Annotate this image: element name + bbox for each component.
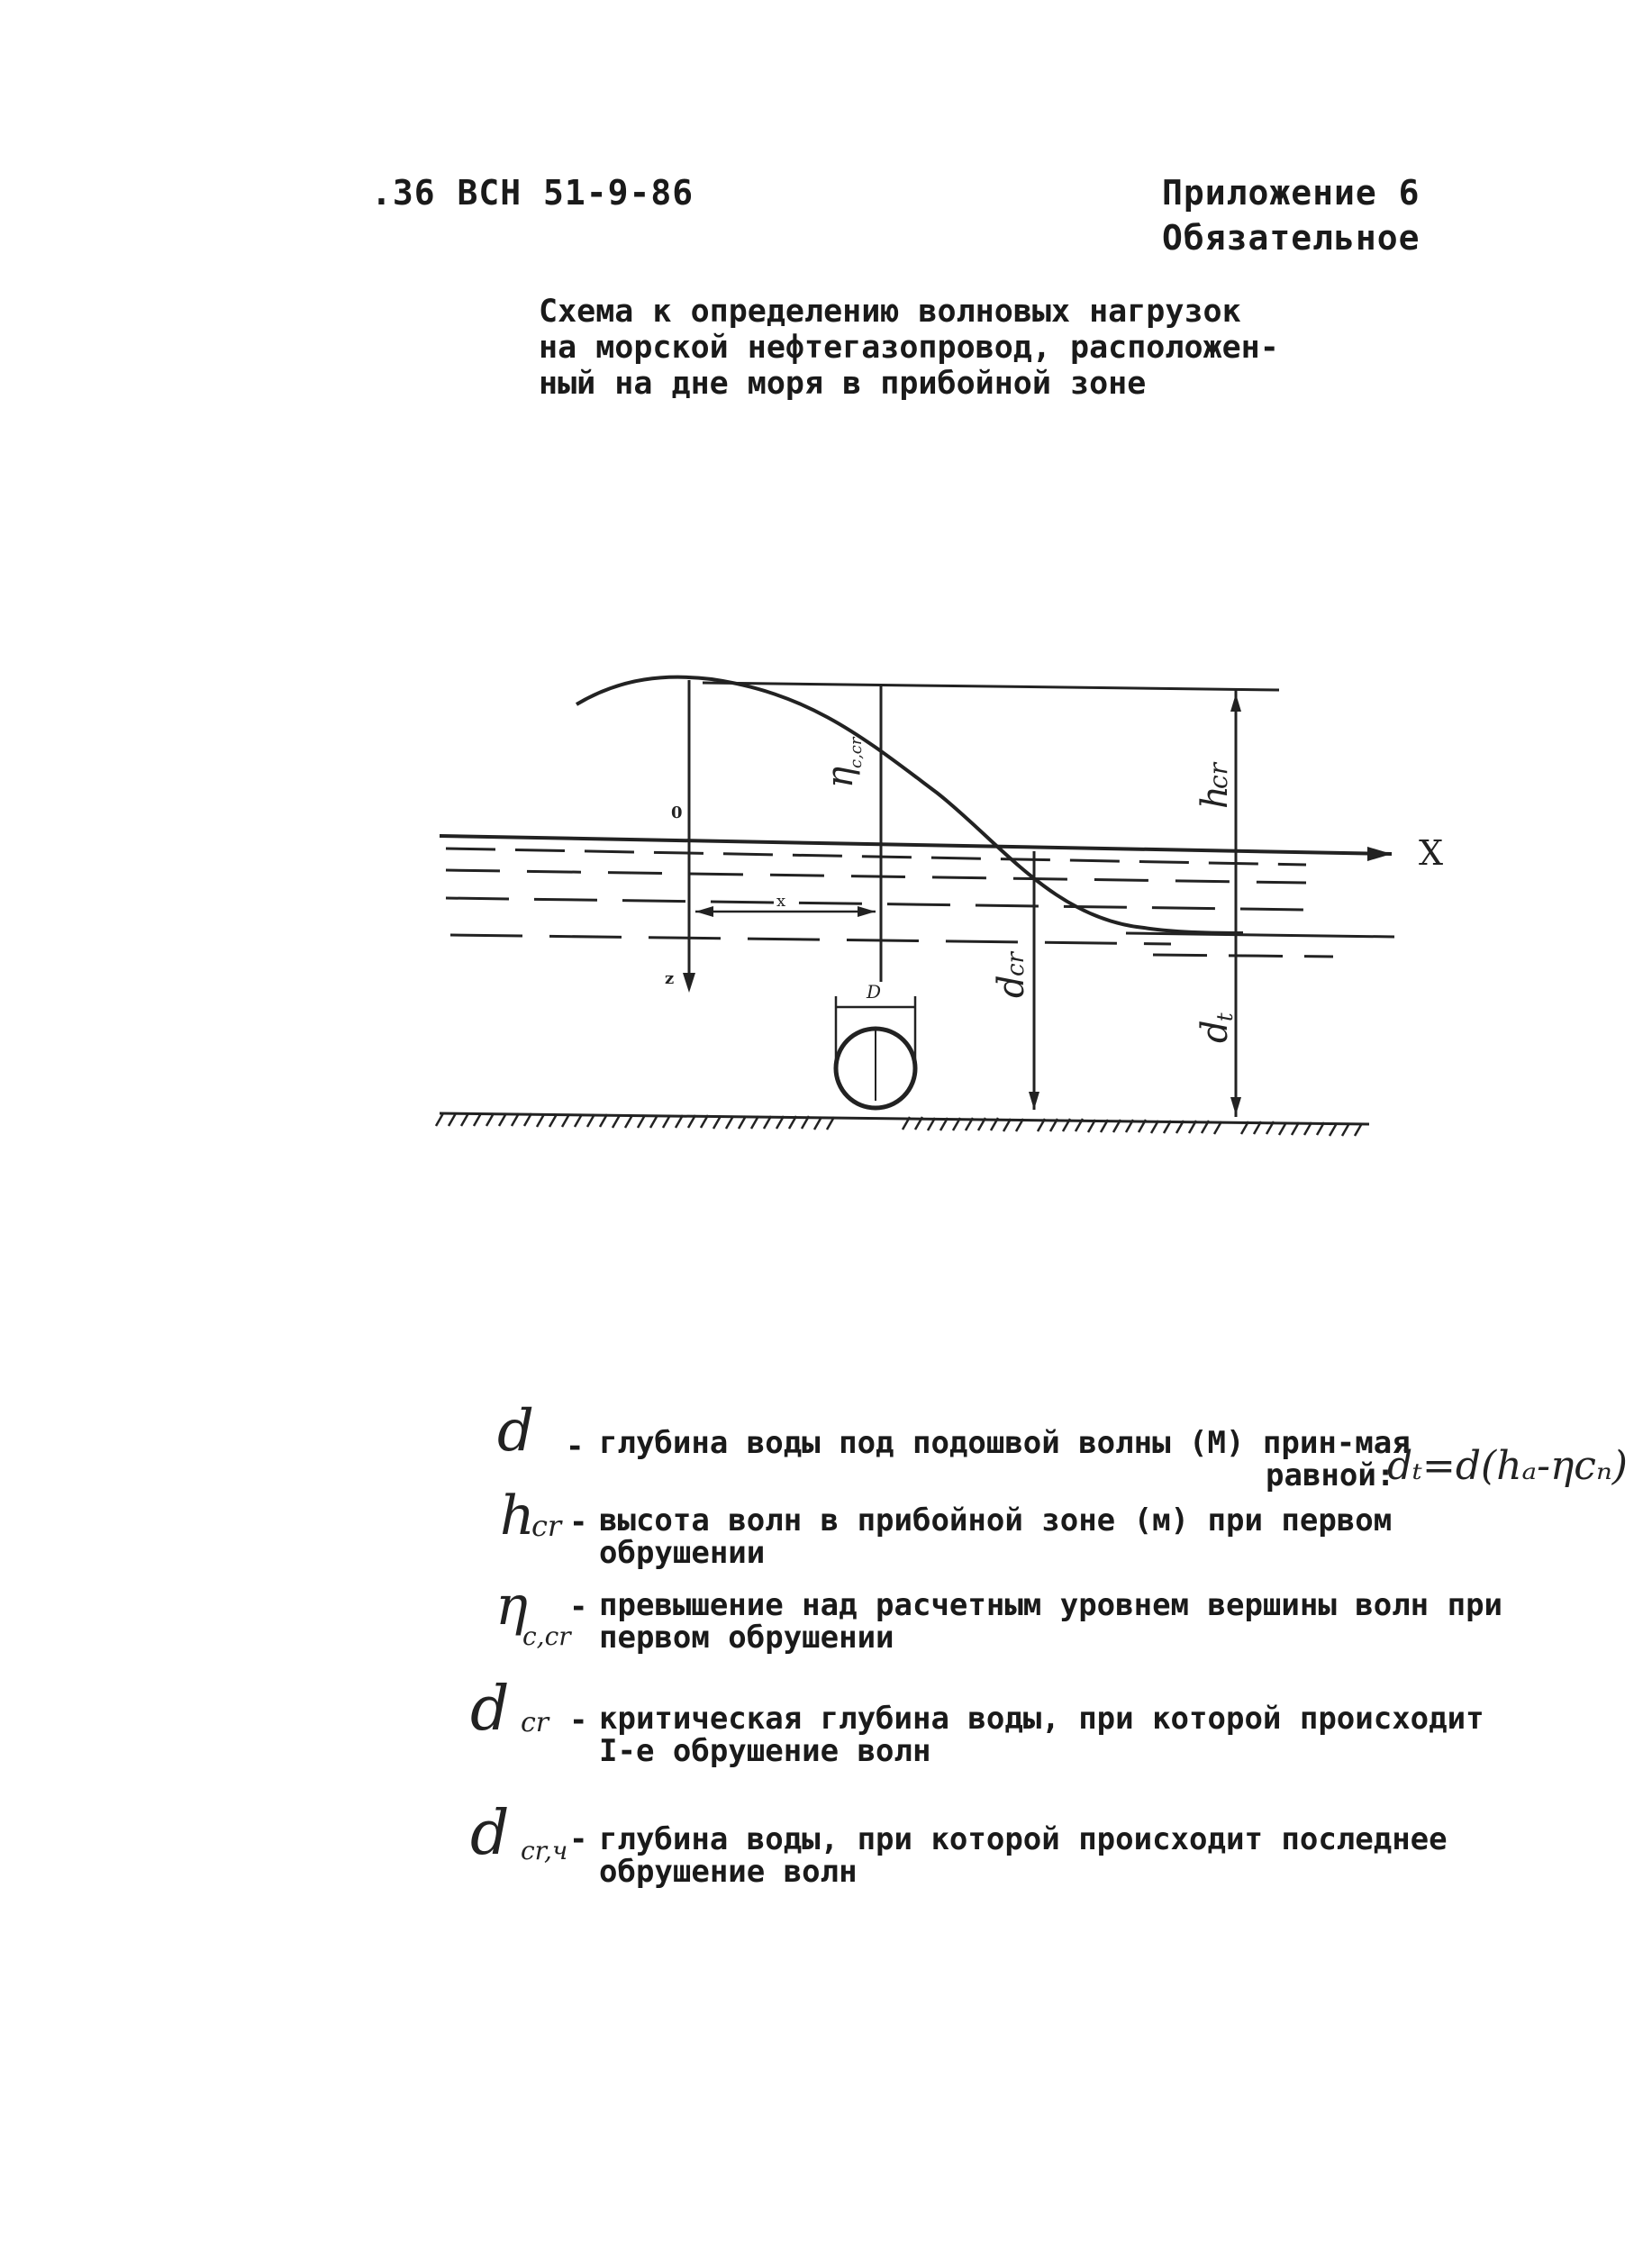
dcr-vertical-label [991,950,1032,998]
legend-text-dcr-line-2: I-е обрушение волн [599,1733,931,1769]
legend-text-h-line-1: высота волн в прибойной зоне (м) при первом [599,1502,1393,1538]
legend-text-d-line-1: глубина воды под подошвой волны (M) прин-мая [599,1425,1411,1461]
svg-text:d: d [1194,1020,1236,1043]
legend-formula-dt: dₜ=d(hₐ-ηcₙ) [1387,1443,1628,1489]
hcr-vertical-label [1194,761,1236,809]
dt-vertical-label [1194,1012,1238,1043]
pipe-diameter-label: D [867,981,882,1003]
legend-symbol-h: h [500,1484,535,1548]
legend-symbol-eta: η [495,1575,528,1638]
legend-symbol-d: d [497,1398,534,1465]
legend-dash: - [566,1429,585,1465]
svg-text:d: d [991,975,1032,998]
x-axis-line [440,836,1392,854]
svg-text:cr: cr [1003,952,1030,976]
document-code: .36 ВСН 51-9-86 [371,173,694,213]
legend-text-eta-line-1: превышение над расчетным уровнем вершины волн при [599,1587,1503,1623]
legend-dash: - [569,1589,588,1625]
legend-text-dcr-last-line-2: обрушение волн [599,1854,858,1890]
seabed-hatching [436,1113,1362,1136]
crest-level-line [703,683,1279,690]
trough-level-line [1126,933,1394,937]
appendix-label: Приложение 6 [1162,173,1421,213]
eta-vertical-label [820,736,866,788]
svg-text:t: t [1212,1012,1238,1021]
svg-text:η: η [820,767,861,788]
legend-symbol-dcr: d [470,1674,510,1745]
legend-text-dcr-last-line-1: глубина воды, при которой происходит последнее [599,1821,1448,1857]
water-hatching [446,849,1333,957]
title-line-1: Схема к определению волновых нагрузок [539,294,1241,330]
x-axis-arrow [1367,847,1392,861]
title-line-3: ный на дне моря в прибойной зоне [539,366,1147,402]
legend-subscript-eta: c,cr [522,1621,571,1651]
legend-text-d-line-2: равной: [1266,1457,1395,1493]
legend-subscript-h-cr: cr [531,1509,562,1543]
legend-text-dcr-line-1: критическая глубина воды, при которой происходит [599,1701,1484,1737]
legend-subscript-dcr: cr [521,1707,549,1738]
legend-symbol-dcr-last: d [470,1798,510,1869]
legend-text-h-line-2: обрушении [599,1535,766,1571]
svg-text:c,cr: c,cr [847,737,866,768]
svg-text:cr: cr [1203,762,1233,789]
x-axis-label: X [1419,833,1444,873]
legend-dash: - [569,1504,588,1540]
title-line-2: на морской нефтегазопровод, расположен- [539,330,1279,366]
legend-text-eta-line-2: первом обрушении [599,1620,894,1656]
x-dimension-label: x [776,892,786,911]
status-label: Обязательное [1162,218,1421,258]
z-axis-label: z [665,969,675,988]
origin-label: 0 [671,803,683,822]
svg-text:h: h [1194,785,1236,809]
legend-subscript-dcr-last: cr,ч [521,1836,568,1865]
legend-dash: - [569,1821,588,1857]
z-axis-arrow [683,973,695,993]
legend-dash: - [569,1702,588,1738]
